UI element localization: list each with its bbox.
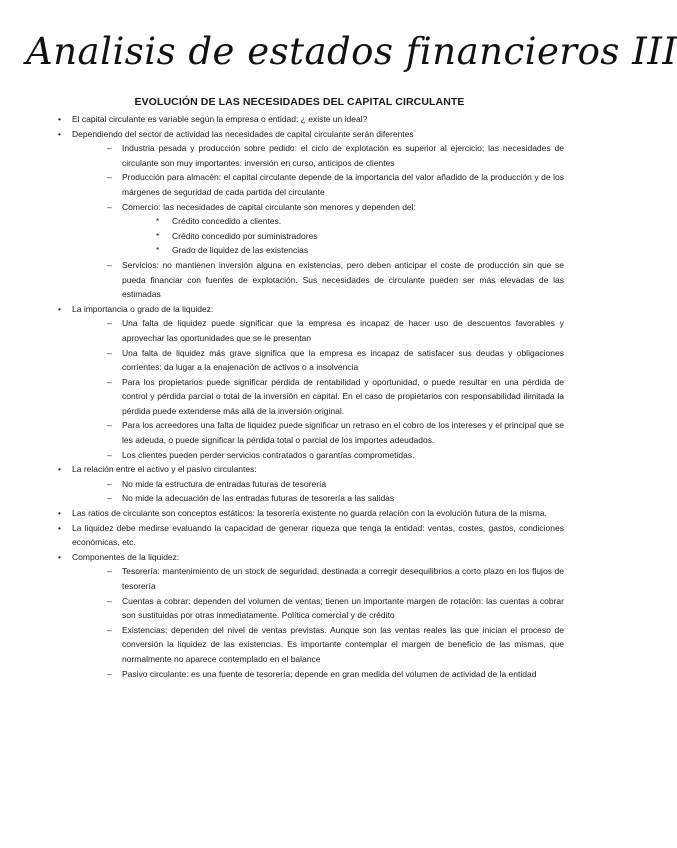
sub-list-item — [108, 258, 564, 302]
list-item-text: La relación entre el activo y el pasivo circulantes: — [72, 464, 257, 475]
sub-list-item — [108, 491, 564, 506]
list-item — [58, 462, 564, 506]
nested-list — [156, 214, 564, 258]
dash-marker: – — [107, 668, 112, 679]
page-title: Analisis de estados financieros III — [26, 30, 677, 73]
dash-marker: – — [107, 172, 112, 183]
list-item-text: La importancia o grado de la liquidez: — [72, 303, 214, 314]
bullet-list — [58, 112, 564, 681]
sub-list-item — [108, 170, 564, 199]
dash-marker: – — [107, 449, 112, 460]
sub-list-item — [108, 316, 564, 345]
sub-list — [108, 564, 564, 681]
nested-list-item — [156, 243, 564, 258]
list-item — [58, 127, 564, 302]
sub-list-item — [108, 477, 564, 492]
sub-list-item — [108, 564, 564, 593]
list-item — [58, 550, 564, 681]
dash-marker: – — [107, 420, 112, 431]
asterisk-marker: * — [156, 230, 160, 241]
asterisk-marker: * — [156, 245, 160, 256]
dash-marker: – — [107, 318, 112, 329]
sub-list-item — [108, 346, 564, 375]
sub-list-item — [108, 623, 564, 667]
dash-marker: – — [107, 376, 112, 387]
nested-list-item — [156, 214, 564, 229]
sub-list-item-text: Una falta de liquidez más grave significa que la empresa es incapaz de satisfacer sus deudas y obligaciones corrientes: da lugar a la enajenación de activos o a insolvencia — [122, 347, 564, 373]
list-item — [58, 506, 564, 521]
list-item-text: Componentes de la liquidez: — [72, 551, 180, 562]
sub-list-item — [108, 375, 564, 419]
sub-list-item — [108, 141, 564, 170]
sub-list-item-text: No mide la adecuación de las entradas futuras de tesorería a las salidas — [122, 493, 395, 504]
sub-list-item-text: No mide la estructura de entradas futuras de tesorería — [122, 478, 327, 489]
sub-list-item-text: Pasivo circulante: es una fuente de tesorería; depende en gran medida del volumen de actividad de la entidad — [122, 668, 537, 679]
document-body — [58, 112, 564, 681]
dash-marker: – — [107, 347, 112, 358]
dash-marker: – — [107, 201, 112, 212]
nested-list-item-text: Grado de liquidez de las existencias — [172, 245, 309, 256]
nested-list-item-text: Crédito concedido por suministradores — [172, 230, 318, 241]
sub-list — [108, 316, 564, 462]
bullet-marker: • — [58, 522, 61, 533]
list-item — [58, 302, 564, 463]
bullet-marker: • — [58, 303, 61, 314]
list-item-text: Dependiendo del sector de actividad las necesidades de capital circulante serán diferentes — [72, 128, 414, 139]
sub-list-item-text: Cuentas a cobrar: dependen del volumen de ventas; tienen un importante margen de rotación: las cuentas a cobrar son sustituidas por otras inmediatamente. Política comercial y de crédito — [122, 595, 564, 621]
sub-list-item-text: Para los acreedores una falta de liquidez puede significar un retraso en el cobro de los intereses y el principal que se les adeuda, o puede significar la pérdida total o parcial de los importes adeudados. — [122, 420, 564, 446]
sub-list-item-text: Para los propietarios puede significar pérdida de rentabilidad y oportunidad, o puede resultar en una pérdida de control y pérdida parcial o total de la inversión en capital. En el caso de propietarios con responsabilidad ilimitada la pérdida puede extenderse más allá de la inversión original. — [122, 376, 564, 416]
sub-list-item-text: Servicios: no mantienen inversión alguna en existencias, pero deben anticipar el coste de producción sin que se pueda financiar con fuentes de explotación. Sus necesidades de circulante pueden ser más elevadas de las estimadas — [122, 259, 564, 300]
sub-list-item — [108, 200, 564, 258]
dash-marker: – — [107, 624, 112, 635]
dash-marker: – — [107, 493, 112, 504]
sub-list-item-text: Existencias: dependen del nivel de ventas previstas. Aunque son las ventas reales las que inician el proceso de conversión la liquidez de las existencias. Es importante contemplar el margen de beneficio de las mismas, que normalmente no aparece contemplado en el balance — [122, 624, 564, 664]
bullet-marker: • — [58, 128, 61, 139]
bullet-marker: • — [58, 464, 61, 475]
sub-list-item — [108, 418, 564, 447]
list-item — [58, 112, 564, 127]
sub-list-item-text: Los clientes pueden perder servicios contratados o garantías comprometidas. — [122, 449, 415, 460]
sub-list-item — [108, 594, 564, 623]
list-item-text: El capital circulante es variable según la empresa o entidad: ¿ existe un ideal? — [72, 114, 368, 124]
dash-marker: – — [107, 478, 112, 489]
sub-list-item-text: Comercio: las necesidades de capital circulante son menores y dependen del: — [122, 201, 416, 212]
dash-marker: – — [107, 143, 112, 154]
list-item — [58, 521, 564, 550]
list-item-text: La liquidez debe medirse evaluando la capacidad de generar riqueza que tenga la entidad: ventas, costes, gastos, condiciones económicas, etc. — [72, 522, 564, 548]
bullet-marker: • — [58, 508, 61, 519]
sub-list-item-text: Tesorería: mantenimiento de un stock de seguridad, destinada a corregir desequilibrios a corto plazo en los flujos de tesorería — [122, 566, 564, 591]
nested-list-item-text: Crédito concedido a clientes. — [172, 216, 282, 227]
dash-marker: – — [107, 259, 112, 270]
bullet-marker: • — [58, 114, 61, 124]
dash-marker: – — [107, 595, 112, 606]
bullet-marker: • — [58, 551, 61, 562]
list-item-text: Las ratios de circulante son conceptos estáticos: la tesorería existente no guarda relación con la evolución futura de la misma. — [72, 508, 547, 519]
sub-list-item-text: Industria pesada y producción sobre pedido: el ciclo de explotación es superior al ejercicio; las necesidades de circulante son muy importantes: inversión en curso, anticipos de clientes — [122, 143, 564, 168]
sub-list — [108, 141, 564, 302]
sub-list-item-text: Producción para almacén: el capital circulante depende de la importancia del valor añadido de la producción y de los márgenes de seguridad de cada partida del circulante — [122, 172, 564, 197]
asterisk-marker: * — [156, 216, 160, 227]
section-heading: EVOLUCIÓN DE LAS NECESIDADES DEL CAPITAL CIRCULANTE — [134, 96, 465, 108]
nested-list-item — [156, 229, 564, 244]
sub-list-item-text: Una falta de liquidez puede significar que la empresa es incapaz de hacer uso de descuentos favorables y aprovechar las oportunidades que se le presentan — [122, 318, 564, 343]
sub-list-item — [108, 448, 564, 463]
sub-list-item — [108, 667, 564, 682]
dash-marker: – — [107, 566, 112, 577]
sub-list — [108, 477, 564, 506]
